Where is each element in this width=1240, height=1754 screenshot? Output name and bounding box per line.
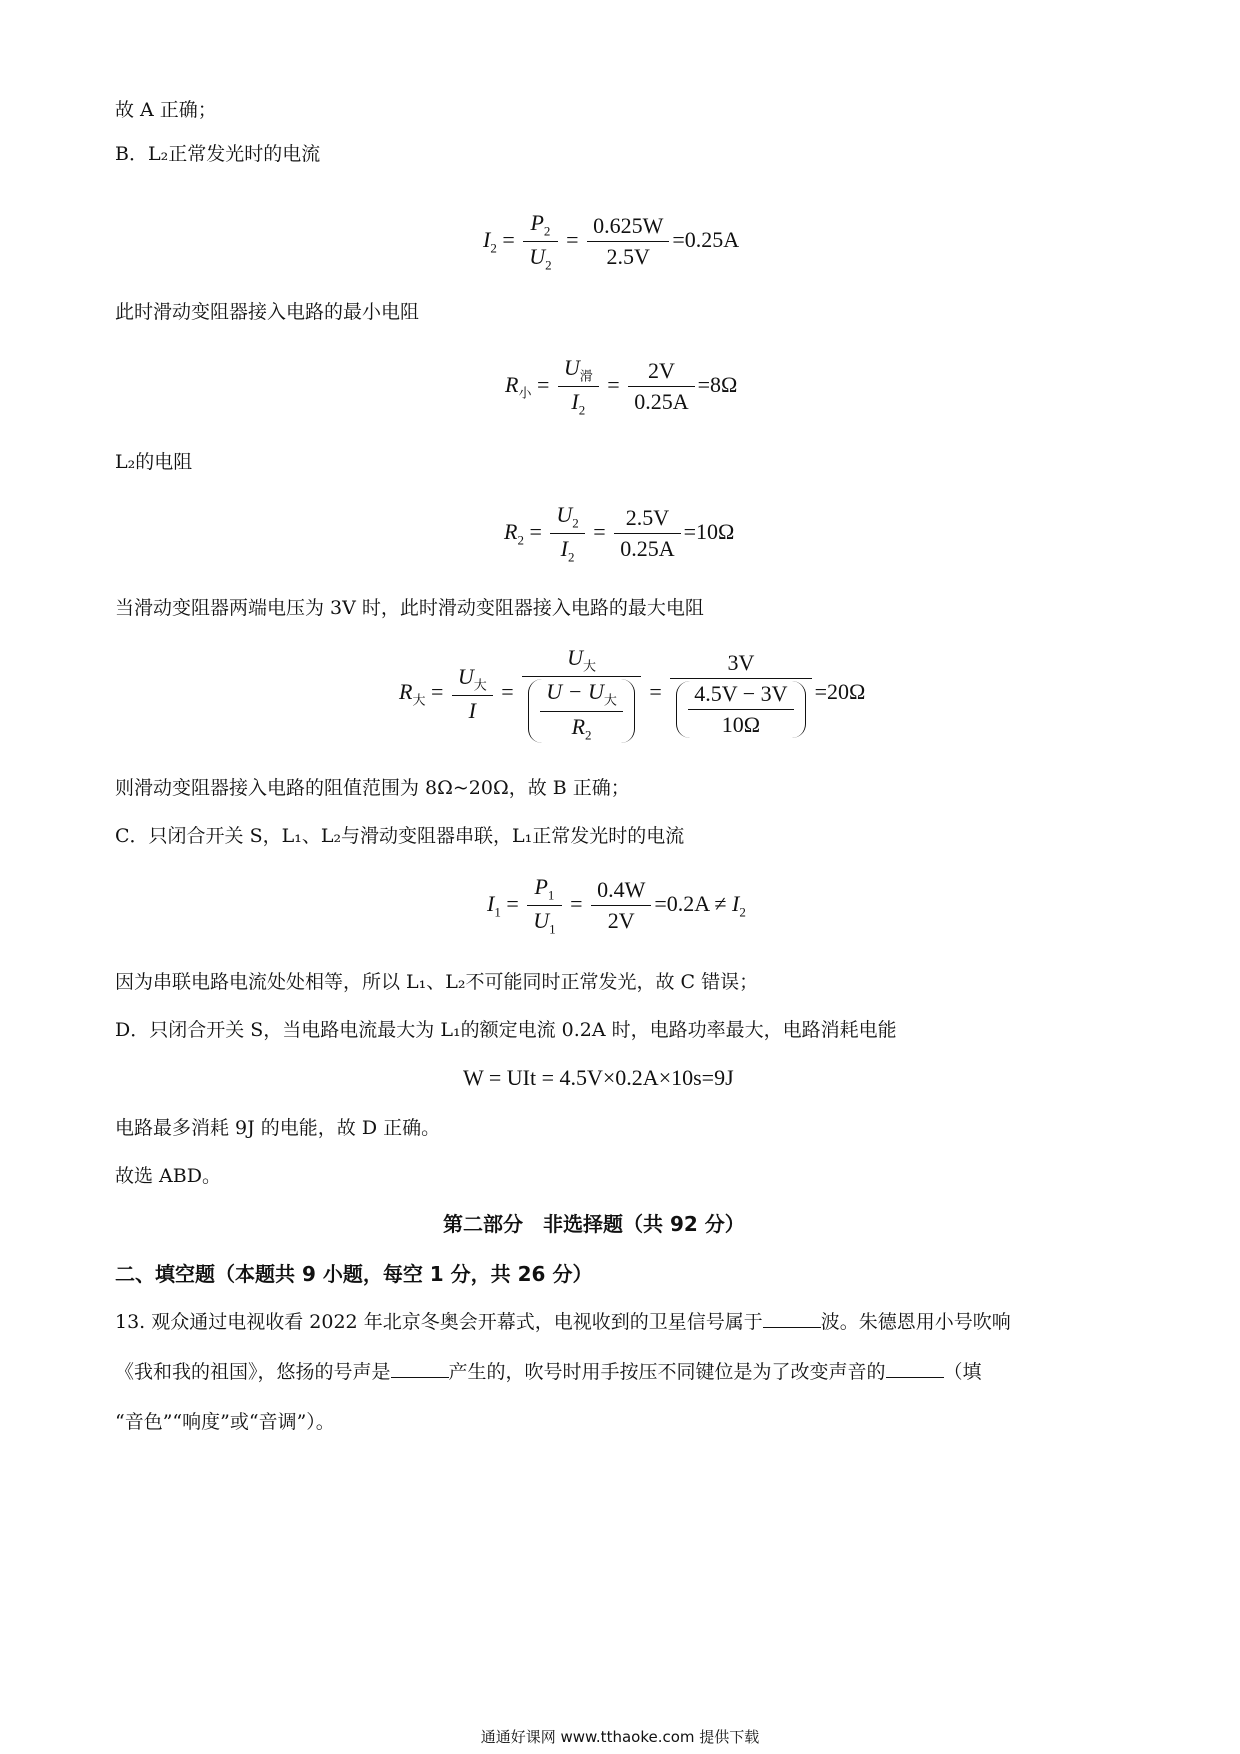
eq-value: 4.5V − 3V xyxy=(688,681,793,710)
eq-sub: 1 xyxy=(547,887,555,903)
parentheses xyxy=(676,681,805,738)
eq-value: 3V xyxy=(670,650,811,679)
eq-symbol: I xyxy=(468,698,476,724)
fraction xyxy=(452,664,493,724)
section-title: 二、填空题（本题共 9 小题，每空 1 分，共 26 分） xyxy=(115,1262,593,1286)
question-text: 产生的，吹号时用手按压不同键位是为了改变声音的 xyxy=(448,1361,886,1383)
footer-watermark: 通通好课网 www.tthaoke.com 提供下载 xyxy=(480,1728,760,1746)
eq-sub: 1 xyxy=(494,904,501,920)
part-title: 第二部分 非选择题（共 92 分） xyxy=(443,1212,745,1236)
eq-result: =0.2A ≠ xyxy=(654,890,732,916)
eq-symbol: I xyxy=(560,536,568,562)
text-line: 因为串联电路电流处处相等，所以 L₁、L₂不可能同时正常发光，故 C 错误； xyxy=(115,971,759,993)
eq-sub: 2 xyxy=(545,257,552,273)
text-line: 故 A 正确； xyxy=(115,99,217,121)
eq-value: 2V xyxy=(607,908,635,934)
eq-sub: 大 xyxy=(412,692,426,708)
equation-r-min: $R_小$ = $\frac{U_滑}{I_2}$ = $\frac{2V}{0.25A}$ =8Ω xyxy=(505,355,738,418)
text-line: C．只闭合开关 S，L₁、L₂与滑动变阻器串联，L₁正常发光时的电流 xyxy=(115,825,685,847)
eq-symbol: I xyxy=(571,389,579,415)
eq-sub: 2 xyxy=(572,515,579,531)
fraction xyxy=(540,679,623,743)
answer-blank[interactable] xyxy=(886,1377,944,1378)
eq-value: 10Ω xyxy=(721,712,761,738)
equation-w: W = UIt = 4.5V×0.2A×10s=9J xyxy=(463,1065,734,1090)
fraction xyxy=(614,505,680,562)
eq-sub: 小 xyxy=(518,385,532,401)
eq-sub: 2 xyxy=(567,549,575,565)
eq-symbol: R xyxy=(504,518,518,544)
eq-result: =20Ω xyxy=(814,679,866,705)
eq-symbol: U xyxy=(563,355,580,380)
text-line: 当滑动变阻器两端电压为 3V 时，此时滑动变阻器接入电路的最大电阻 xyxy=(115,597,704,619)
eq-result: =0.25A xyxy=(672,226,740,252)
eq-value: 2.5V xyxy=(614,505,680,534)
eq-symbol: R xyxy=(505,371,519,397)
eq-symbol: I xyxy=(483,226,491,252)
eq-symbol: I xyxy=(487,890,495,916)
fraction xyxy=(587,213,669,270)
eq-result: =10Ω xyxy=(683,518,735,544)
fraction xyxy=(522,645,641,743)
parentheses xyxy=(528,679,635,743)
eq-sub: 2 xyxy=(543,223,551,239)
eq-sub: 大 xyxy=(582,658,596,674)
equation-i1: $I_1$ = $\frac{P_1}{U_1}$ = $\frac{0.4W}{2V}$ $=0.2A \ne I_2$ xyxy=(487,874,746,937)
question-text: 波。朱德恩用小号吹响 xyxy=(820,1311,1011,1333)
eq-symbol: P xyxy=(530,210,544,235)
question-text: （填 xyxy=(943,1361,982,1383)
fraction xyxy=(550,502,584,566)
eq-value: 0.625W xyxy=(587,213,669,242)
text-line: 此时滑动变阻器接入电路的最小电阻 xyxy=(115,301,420,323)
text-line: D．只闭合开关 S，当电路电流最大为 L₁的额定电流 0.2A 时，电路功率最大，电路消耗电能 xyxy=(115,1019,897,1041)
eq-value: 0.4W xyxy=(591,877,651,906)
eq-symbol: P xyxy=(534,874,548,899)
fraction xyxy=(591,877,651,934)
eq-symbol: U xyxy=(457,663,474,689)
eq-sub: 大 xyxy=(603,692,617,708)
eq-sub: 2 xyxy=(517,532,524,548)
eq-value: 0.25A xyxy=(634,389,689,415)
equation-r-max: $R_大$ = $\frac{U_大}{I}$ = $\frac{U_大}{\frac{U - U_大}{R_2}}$ = $\frac{3V}{\frac{4.5V - 3V}{10\Omega}}$ =20Ω xyxy=(399,645,866,743)
eq-value: 2V xyxy=(628,358,694,387)
eq-symbol: U xyxy=(529,244,546,270)
eq-symbol: U xyxy=(556,502,573,527)
question-text: 13. 观众通过电视收看 2022 年北京冬奥会开幕式，电视收到的卫星信号属于 xyxy=(115,1311,763,1333)
eq-sub: 大 xyxy=(473,677,487,693)
eq-value: 2.5V xyxy=(606,244,650,270)
fraction xyxy=(628,358,694,415)
eq-value: 0.25A xyxy=(620,536,675,562)
answer-blank[interactable] xyxy=(763,1327,821,1328)
text-line: 则滑动变阻器接入电路的阻值范围为 8Ω~20Ω，故 B 正确； xyxy=(115,777,630,799)
eq-symbol: I xyxy=(731,890,740,916)
fraction xyxy=(527,874,561,938)
question-text: 《我和我的祖国》，悠扬的号声是 xyxy=(115,1361,391,1383)
question-13-line-2 xyxy=(115,1360,982,1384)
fraction xyxy=(688,681,793,738)
eq-symbol: R xyxy=(399,679,413,705)
fraction xyxy=(558,355,599,419)
question-13-line-3: “音色”“响度”或“音调”）。 xyxy=(115,1411,335,1433)
eq-sub: 1 xyxy=(549,921,556,937)
text-line: L₂的电阻 xyxy=(115,451,193,473)
eq-symbol: U − U xyxy=(546,679,604,705)
eq-sub: 2 xyxy=(578,402,586,418)
eq-sub: 2 xyxy=(739,904,746,920)
text-line: B．L₂正常发光时的电流 xyxy=(115,143,321,165)
text-line: 故选 ABD。 xyxy=(115,1165,221,1187)
equation-r2: $R_2$ = $\frac{U_2}{I_2}$ = $\frac{2.5V}{0.25A}$ =10Ω xyxy=(504,502,735,565)
eq-symbol: U xyxy=(567,645,583,670)
eq-symbol: R xyxy=(571,713,586,739)
fraction xyxy=(670,650,811,738)
fraction xyxy=(523,210,557,274)
eq-symbol: U xyxy=(533,908,550,934)
eq-result: =8Ω xyxy=(697,371,738,397)
equation-i2: $I_2$ = $\frac{P_2}{U_2}$ = $\frac{0.625W}{2.5V}$ =0.25A xyxy=(483,210,740,273)
text-line: 电路最多消耗 9J 的电能，故 D 正确。 xyxy=(115,1117,441,1139)
eq-sub: 滑 xyxy=(579,368,593,384)
answer-blank[interactable] xyxy=(391,1377,449,1378)
eq-sub: 2 xyxy=(490,240,497,256)
eq-sub: 2 xyxy=(585,727,592,743)
question-13-line-1 xyxy=(115,1310,1011,1334)
